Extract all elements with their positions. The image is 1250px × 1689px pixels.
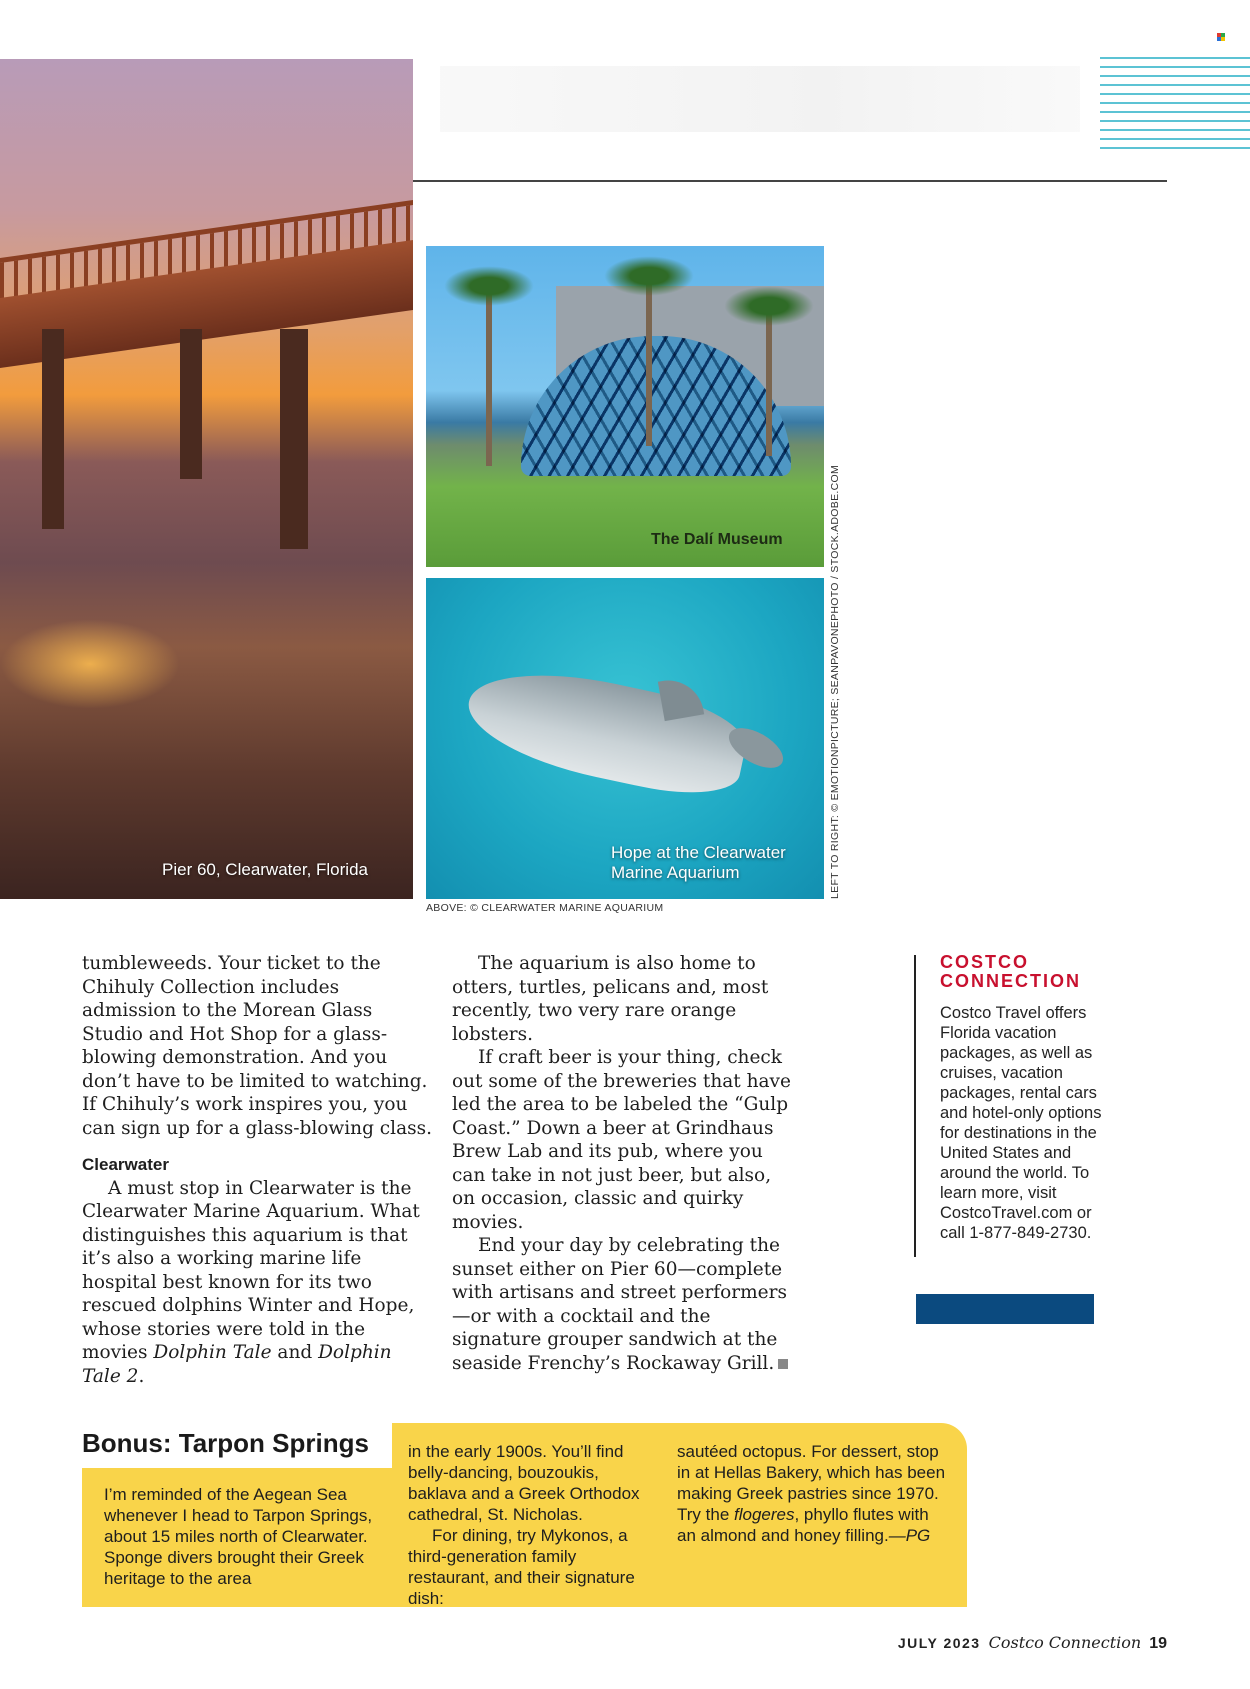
pier-post [42,329,64,529]
bonus-paragraph: I’m reminded of the Aegean Sea whenever I head to Tarpon Springs, about 15 miles north of Clearwater. Sponge divers brought their Greek heritage to the area [104,1485,373,1588]
photo-credit-above: ABOVE: © CLEARWATER MARINE AQUARIUM [426,902,664,914]
palm-frond [444,266,534,306]
pastry-name: flogeres [734,1505,795,1524]
pier-caption: Pier 60, Clearwater, Florida [162,860,368,879]
paragraph [452,1234,797,1375]
dolphin-caption [611,843,786,883]
registration-mark [1217,33,1226,42]
bonus-text: sautéed octopus. For dessert, stop in at Hellas Bakery, which has been making Greek pastries since 1970. Try the [677,1442,946,1524]
author-initials: —PG [888,1526,931,1545]
paragraph-text: . [138,1365,145,1387]
paragraph-text: A must stop in Clearwater is the Clearwater Marine Aquarium. What distinguishes this aquarium is that it’s also a working marine life hospital best known for its two rescued dolphins Winter and Hope, whose stories were told in the movies [82,1177,420,1363]
page-number: 19 [1149,1635,1167,1652]
bonus-column-3 [677,1441,947,1546]
bonus-paragraph: in the early 1900s. You’ll find belly-dancing, bouzoukis, baklava and a Greek Orthodox cathedral, St. Nicholas. [408,1442,640,1524]
palm-trunk [766,306,772,456]
palm-frond [604,256,694,296]
sidebar-title [940,953,1115,991]
dolphin-hope-photo [426,578,824,899]
dali-museum-photo [426,246,824,567]
sidebar-title-line2: CONNECTION [940,971,1081,991]
palm-frond [724,286,814,326]
bonus-title: Bonus: Tarpon Springs [82,1428,369,1458]
bonus-paragraph [677,1441,947,1546]
sun-reflection [0,619,180,709]
paragraph [82,1177,432,1389]
magazine-name: Costco Connection [988,1633,1142,1652]
issue-date: JULY 2023 [897,1635,981,1651]
paragraph: The aquarium is also home to otters, turtles, pelicans and, most recently, two very rare orange lobsters. [452,953,769,1045]
palm-trunk [646,276,652,446]
pier-post [180,329,202,479]
bonus-column-2 [408,1441,658,1609]
sidebar-navy-bar [916,1294,1094,1324]
dolphin-fin [658,675,704,721]
dolphin-body [459,655,753,806]
article-column-2 [452,952,797,1375]
dali-caption: The Dalí Museum [651,531,783,548]
sidebar-title-line1: COSTCO [940,952,1030,972]
bonus-column-1 [104,1484,374,1589]
bonus-text: , phyllo flutes with an almond and honey filling. [677,1505,929,1545]
palm-trunk [486,286,492,466]
header-faded-title [440,66,1080,132]
sidebar-rule [914,955,916,1257]
dolphin-caption-line1: Hope at the Clearwater [611,843,786,862]
bonus-paragraph: For dining, try Mykonos, a third-generation family restaurant, and their signature dish: [408,1526,635,1608]
decorative-stripes [1100,57,1250,152]
header-rule [412,180,1167,182]
end-mark-icon [778,1359,788,1369]
dolphin-caption-line2: Marine Aquarium [611,863,740,882]
section-subhead: Clearwater [82,1155,169,1174]
paragraph-text: and [271,1342,319,1363]
photo-credit-vertical: LEFT TO RIGHT: © EMOTIONPICTURE; SEANPAVONEPHOTO / STOCK.ADOBE.COM [829,465,841,899]
paragraph: If craft beer is your thing, check out some of the breweries that have led the area to be labeled the “Gulp Coast.” Down a beer at Grindhaus Brew Lab and its pub, where you can take in not just beer, but also, on occasion, classic and quirky movies. [452,1047,791,1233]
article-column-1 [82,952,432,1388]
sidebar-body: Costco Travel offers Florida vacation packages, as well as cruises, vacation packages, rental cars and hotel-only options for destinations in the United States and around the world. To learn more, visit CostcoTravel.com or call 1-877-849-2730. [940,1004,1102,1242]
pier-post [280,329,308,549]
paragraph-text: End your day by celebrating the sunset either on Pier 60—complete with artisans and street performers —or with a cocktail and the signature grouper sandwich at the seaside Frenchy’s Rockaway Grill. [452,1235,787,1374]
paragraph: tumbleweeds. Your ticket to the Chihuly Collection includes admission to the Morean Glass Studio and Hot Shop for a glass-blowing demonstration. And you don’t have to be limited to watching. If Chihuly’s work inspires you, you can sign up for a glass-blowing class. [82,953,432,1139]
film-title: Dolphin Tale [153,1342,272,1363]
page-footer [898,1633,1167,1653]
pier-60-photo [0,59,413,899]
film-title: Dolphin Tale 2 [82,1342,392,1387]
costco-connection-sidebar [940,953,1115,1243]
